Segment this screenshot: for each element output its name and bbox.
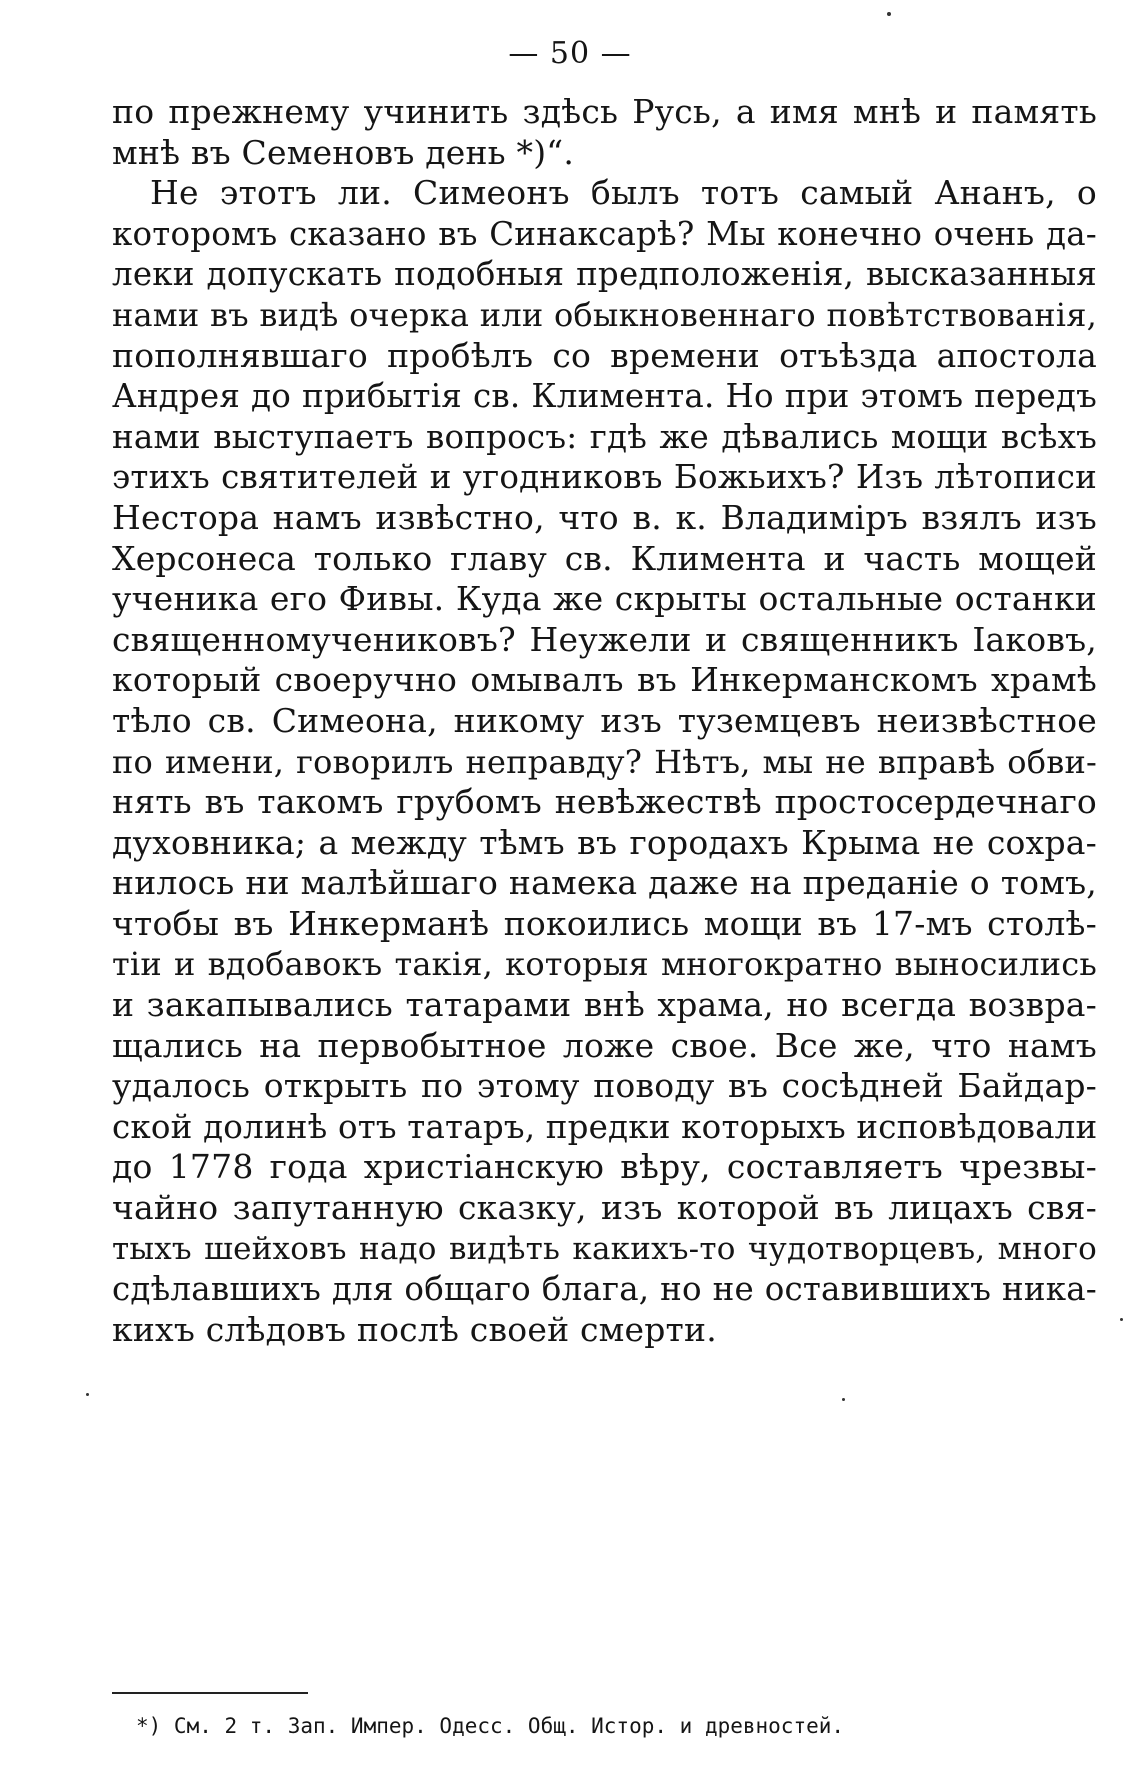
text-line: духовника; а между тѣмъ въ городахъ Крыма не сохра- <box>112 822 1097 862</box>
text-line: пополнявшаго пробѣлъ со времени отъѣзда апостола <box>112 335 1097 375</box>
text-line: чтобы въ Инкерманѣ покоились мощи въ 17-мъ столѣ- <box>112 903 1097 943</box>
text-line: Нестора намъ извѣстно, что в. к. Владимiръ взялъ изъ <box>112 497 1097 537</box>
text-line: Андрея до прибытія св. Климента. Но при этомъ передъ <box>112 377 1097 416</box>
text-line: чайно запутанную сказку, изъ которой въ лицахъ свя- <box>112 1188 1097 1228</box>
text-line: по прежнему учинить здѣсь Русь, а имя мнѣ и память <box>112 92 1097 131</box>
text-line: нами въ видѣ очерка или обыкновеннаго повѣтствованія, <box>112 295 1097 334</box>
text-line: Херсонеса только главу св. Климента и часть мощей <box>112 538 1097 578</box>
text-line: нами выступаетъ вопросъ: гдѣ же дѣвались мощи всѣхъ <box>112 417 1097 456</box>
scan-speck <box>887 12 891 16</box>
text-line: сдѣлавшихъ для общаго блага, но не оставившихъ ника- <box>112 1270 1097 1309</box>
page-number: — 50 — <box>508 36 632 71</box>
text-line: удалось открыть по этому поводу въ сосѣдней Байдар- <box>112 1066 1097 1106</box>
text-line: тѣло св. Симеона, никому изъ туземцевъ неизвѣстное <box>112 700 1097 740</box>
footnote: *) См. 2 т. Зап. Импер. Одесс. Общ. Истор. и древностей. <box>136 1714 845 1738</box>
text-line: Не этотъ ли. Симеонъ былъ тотъ самый Ананъ, о <box>150 173 1097 213</box>
text-line: которомъ сказано въ Синаксарѣ? Мы конечно очень да- <box>112 214 1097 253</box>
text-line: щались на первобытное ложе свое. Все же, что намъ <box>112 1025 1097 1065</box>
text-line: леки допускать подобныя предположенія, высказанныя <box>112 255 1097 294</box>
scan-speck <box>86 1393 89 1396</box>
text-line: кихъ слѣдовъ послѣ своей смерти. <box>112 1309 717 1349</box>
text-line: этихъ святителей и угодниковъ Божьихъ? Изъ лѣтописи <box>112 458 1097 497</box>
text-line: ученика его Фивы. Куда же скрыты остальные останки <box>112 579 1097 619</box>
text-line: который своеручно омывалъ въ Инкерманскомъ храмѣ <box>112 660 1097 700</box>
text-line: ской долинѣ отъ татаръ, предки которыхъ исповѣдовали <box>112 1107 1098 1146</box>
body-text <box>112 92 1097 1350</box>
text-line: нять въ такомъ грубомъ невѣжествѣ простосердечнаго <box>112 782 1097 822</box>
text-line: мнѣ въ Семеновъ день *)“. <box>112 132 575 172</box>
scan-speck <box>1120 1318 1123 1321</box>
text-line: тыхъ шейховъ надо видѣть какихъ-то чудотворцевъ, много <box>112 1230 1097 1267</box>
text-line: до 1778 года христіанскую вѣру, составляетъ чрезвы- <box>112 1147 1097 1187</box>
scan-speck <box>842 1398 845 1401</box>
footnote-divider <box>112 1692 308 1694</box>
text-line: и закапывались татарами внѣ храма, но всегда возвра- <box>112 985 1097 1025</box>
text-line: по имени, говорилъ неправду? Нѣтъ, мы не вправѣ обви- <box>112 742 1097 781</box>
text-line: тіи и вдобавокъ такія, которыя многократно выносились <box>112 945 1097 984</box>
text-line: священномучениковъ? Неужели и священникъ Іаковъ, <box>112 619 1097 659</box>
text-line: нилось ни малѣйшаго намека даже на преданіе о томъ, <box>112 863 1097 903</box>
